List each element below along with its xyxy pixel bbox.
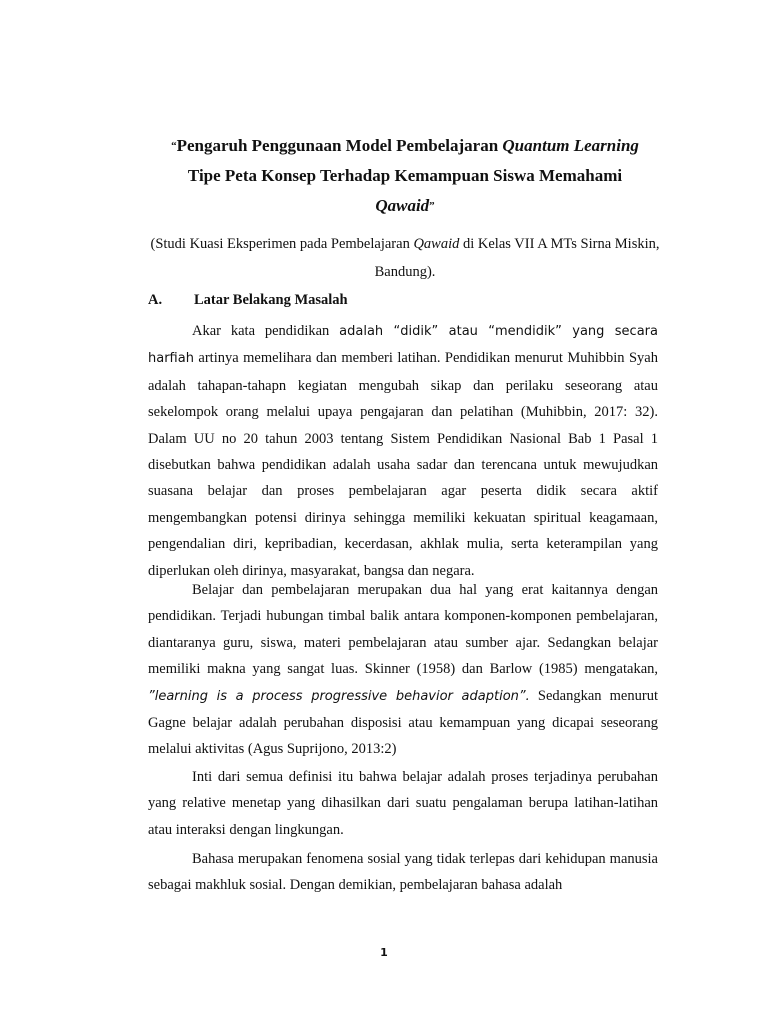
document-title xyxy=(130,131,680,221)
paragraph-4 xyxy=(148,846,658,899)
paragraph-4-text: Bahasa merupakan fenomena sosial yang tidak terlepas dari kehidupan manusia sebagai makhluk sosial. Dengan demikian, pembelajaran bahasa adalah xyxy=(148,851,658,894)
subtitle-part-1: (Studi Kuasi Eksperimen pada Pembelajaran xyxy=(150,236,414,252)
paragraph-2-rest: Sedangkan menurut Gagne belajar adalah perubahan disposisi atau kemampuan yang dicapai seseorang melalui aktivitas (Agus Suprijono, 2013:2) xyxy=(148,687,658,758)
section-heading xyxy=(148,292,348,309)
paragraph-1 xyxy=(148,318,658,584)
section-heading-text: Latar Belakang Masalah xyxy=(194,292,348,308)
title-line-3 xyxy=(130,191,680,221)
paragraph-2 xyxy=(148,577,658,763)
paragraph-1-start: Akar kata pendidikan xyxy=(192,323,340,339)
paragraph-1-rest: artinya memelihara dan memberi latihan. Pendidikan menurut Muhibbin Syah adalah tahapan-tahapn kegiatan mengubah sikap dan perilaku seseorang atau sekelompok orang melalui upaya pengajaran dan pelatihan (Muhibbin, 2017: 32). Dalam UU no 20 tahun 2003 tentang Sistem Pendidikan Nasional Bab 1 Pasal 1 disebutkan bahwa pendidikan adalah usaha sadar dan terencana untuk mewujudkan suasana belajar dan proses pembelajaran agar peserta didik secara aktif mengembangkan potensi dirinya sehingga memiliki kekuatan spiritual keagamaan, pengendalian diri, kepribadian, kecerdasan, akhlak mulia, serta keterampilan yang diperlukan oleh dirinya, masyarakat, bangsa dan negara. xyxy=(148,350,658,579)
document-subtitle xyxy=(140,230,670,286)
title-close-quote: ” xyxy=(429,200,435,212)
title-line-1-main: Pengaruh Penggunaan Model Pembelajaran xyxy=(176,136,503,155)
title-line-1 xyxy=(130,131,680,161)
page-number: 1 xyxy=(380,946,388,959)
section-letter: A. xyxy=(148,292,163,308)
paragraph-3-text: Inti dari semua definisi itu bahwa belajar adalah proses terjadinya perubahan yang relative menetap yang dihasilkan dari suatu pengalaman berupa latihan-latihan atau interaksi dengan lingkungan. xyxy=(148,769,658,838)
title-open-quote: “ xyxy=(171,140,177,152)
subtitle-italic: Qawaid xyxy=(413,236,460,252)
paragraph-2-start: Belajar dan pembelajaran merupakan dua hal yang erat kaitannya dengan pendidikan. Terjadi hubungan timbal balik antara komponen-komponen pembelajaran, diantaranya guru, siswa, materi pembelajaran atau sumber ajar. Sedangkan belajar memiliki makna yang sangat luas. Skinner (1958) dan Barlow (1985) mengatakan, xyxy=(148,582,658,678)
subtitle-part-2: di Kelas VII A MTs Sirna Miskin, Bandung). xyxy=(374,236,660,280)
title-line-2: Tipe Peta Konsep Terhadap Kemampuan Siswa Memahami xyxy=(187,166,623,185)
title-line-1-italic: Quantum Learning xyxy=(502,136,639,155)
paragraph-1-sans-fragment: adalah “didik” atau “mendidik” yang secara harfiah xyxy=(148,324,658,367)
paragraph-3 xyxy=(148,764,658,843)
title-line-3-italic: Qawaid xyxy=(375,196,430,215)
paragraph-2-quote: ”learning is a process progressive behavior adaption”. xyxy=(148,688,530,704)
